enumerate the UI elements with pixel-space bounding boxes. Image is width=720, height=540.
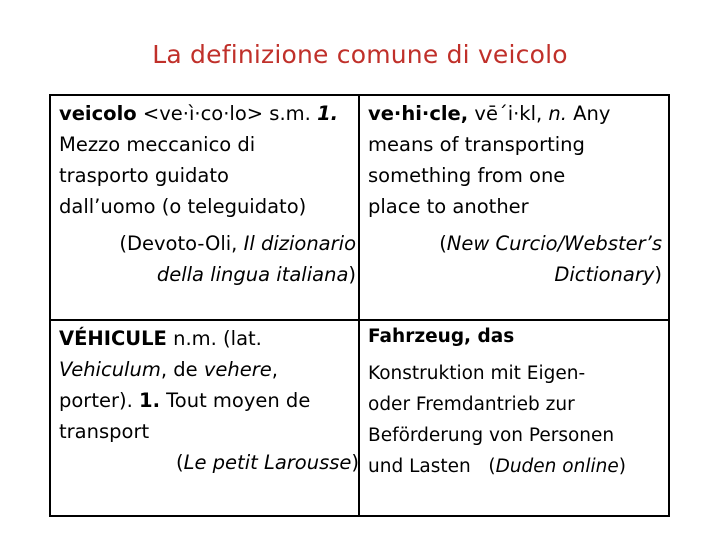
english-line-1: ve·hi·cle, vē´i·kl, n. Any [368,102,611,125]
german-definition-cell [368,321,668,482]
dictionary-table [49,94,670,517]
french-line-2: Vehiculum, de vehere, [59,358,278,381]
english-definition-line: place to another [368,195,529,218]
english-source-line-2: Dictionary) [554,263,662,286]
italian-pronunciation: <ve·ì·co·lo> s.m. [142,102,318,125]
english-definition-line: means of transporting [368,133,585,156]
english-headword: ve·hi·cle, [368,102,469,125]
french-line-1: VÉHICULE n.m. (lat. [59,327,262,350]
italian-line-1 [59,98,359,129]
german-definition-line: Beförderung von Personen [368,425,615,446]
french-source: (Le petit Larousse) [176,451,359,474]
english-pronunciation: vē´i·kl, [468,102,549,125]
english-definition-cell [368,98,668,290]
german-definition-line: Konstruktion mit Eigen- [368,363,586,384]
italian-definition-line: Mezzo meccanico di [59,133,256,156]
italian-definition-line: dall’uomo (o teleguidato) [59,195,307,218]
slide-title: La definizione comune di veicolo [152,40,568,69]
german-source: (Duden online) [488,456,626,477]
french-definition-cell [59,323,359,478]
english-source: (New Curcio/Webster’s [439,232,662,255]
german-definition-line: oder Fremdantrieb zur [368,394,575,415]
german-last-line: und Lasten (Duden online) [368,456,626,477]
italian-source: (Devoto-Oli, Il dizionario [119,232,356,255]
italian-definition-line: trasporto guidato [59,164,229,187]
italian-headword: veicolo [59,102,137,125]
english-part-of-speech: n. [548,102,567,125]
french-line-3: porter). 1. Tout moyen de [59,389,311,412]
italian-source-line-2: della lingua italiana) [156,263,356,286]
english-definition-line: something from one [368,164,566,187]
french-headword: VÉHICULE [59,327,167,350]
french-line-4: transport [59,420,150,443]
italian-definition-cell [59,98,359,290]
german-headword: Fahrzeug, das [368,326,515,347]
italian-sense-number: 1. [317,102,339,125]
